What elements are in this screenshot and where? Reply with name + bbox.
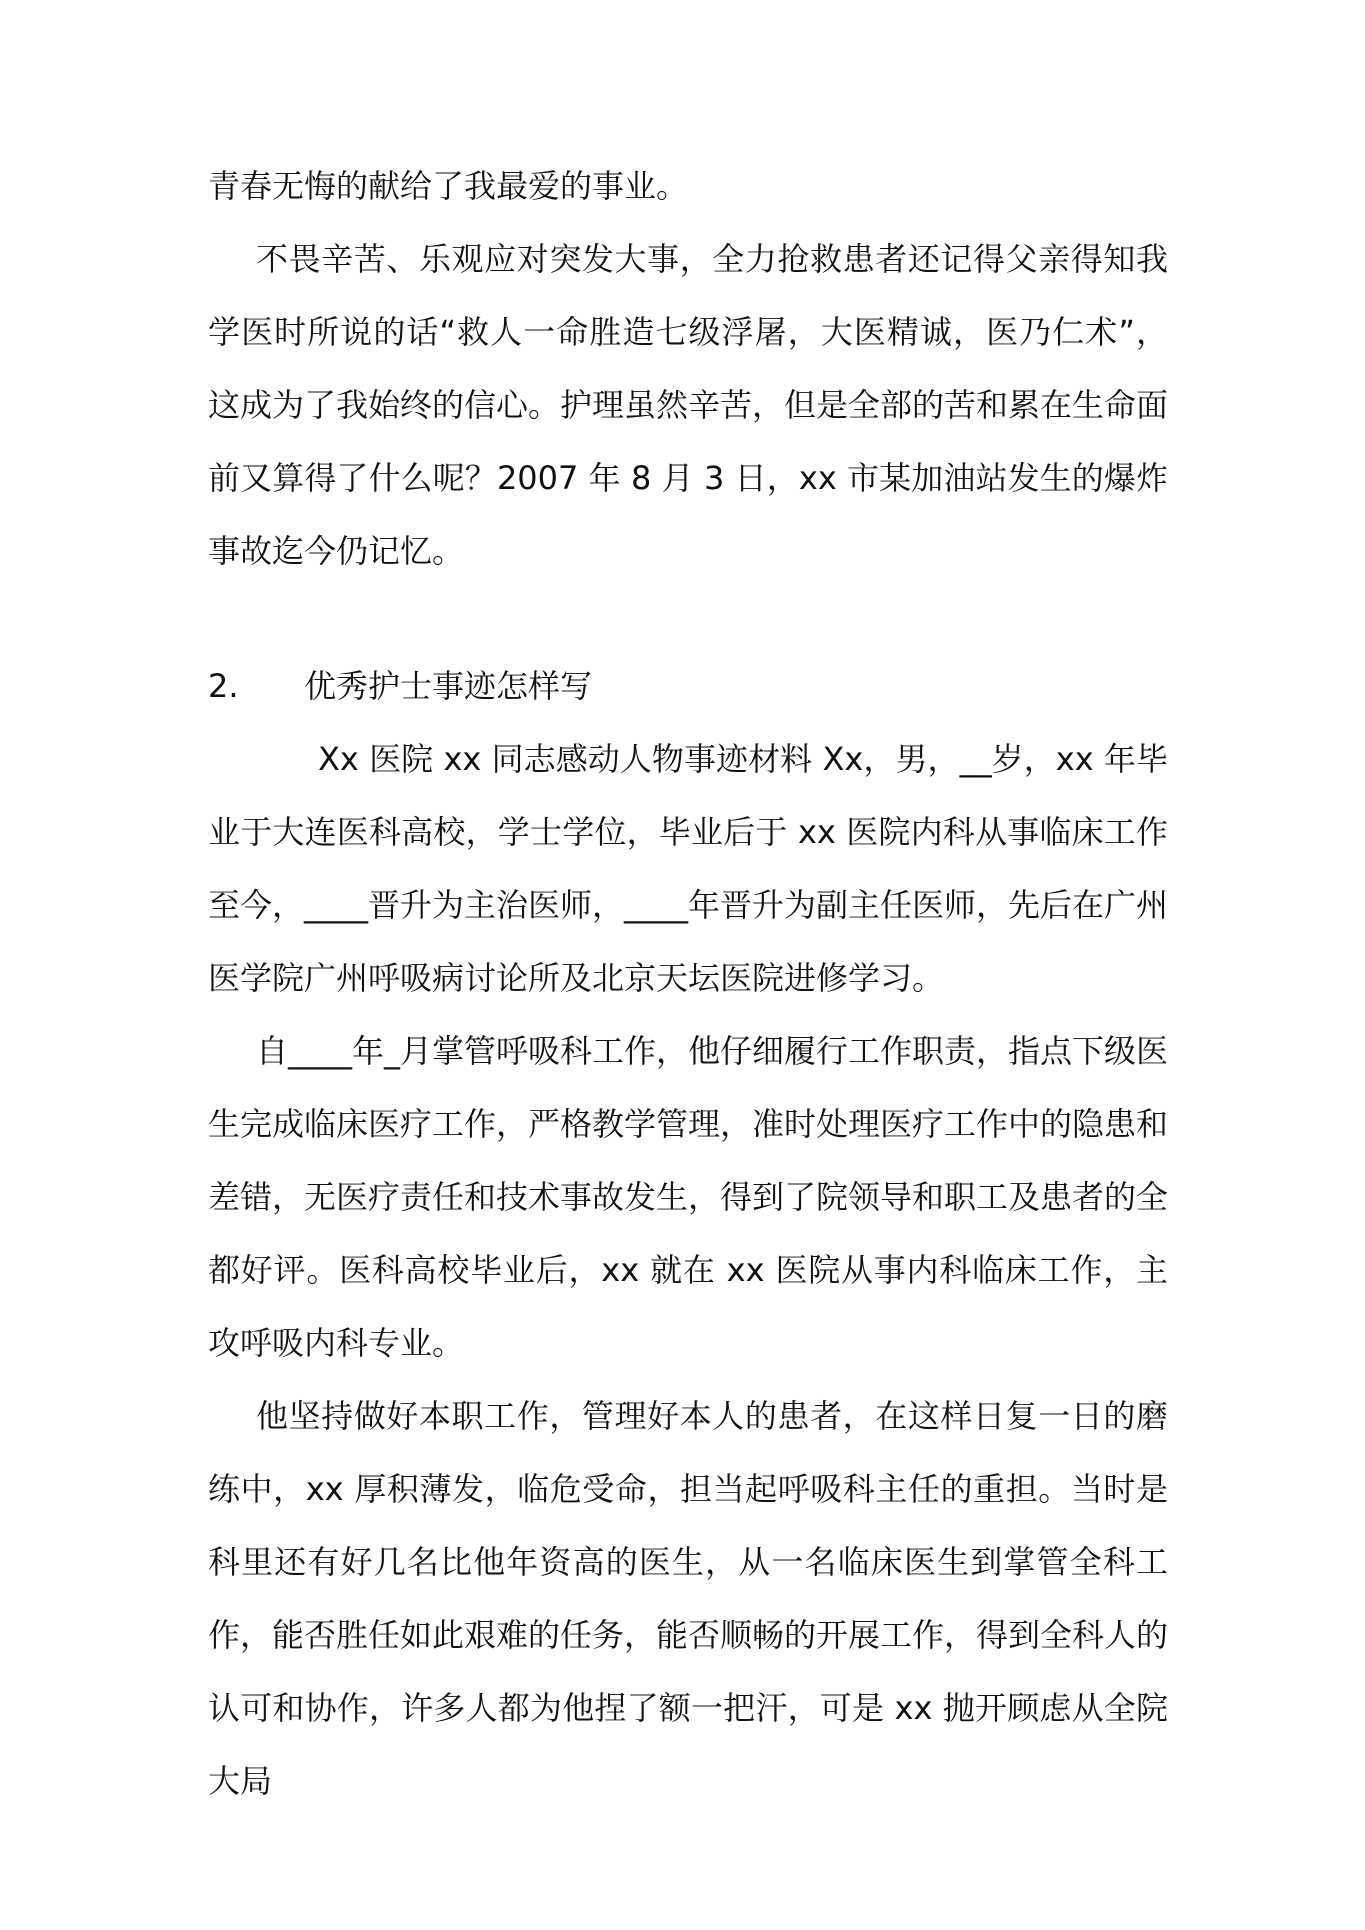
section-number: 2. [208,667,239,705]
paragraph-duties: 自____年_月掌管呼吸科工作，他仔细履行工作职责，指点下级医生完成临床医疗工作，严格教学管理，准时处理医疗工作中的隐患和差错，无医疗责任和技术事故发生，得到了院领导和职工及患者的全都好评。医科高校毕业后，xx 就在 xx 医院从事内科临床工作，主攻呼吸内科专业。 [208,1032,1169,1362]
paragraph-continuation: 青春无悔的献给了我最爱的事业。 [208,167,689,205]
paragraph-promotion: 他坚持做好本职工作，管理好本人的患者，在这样日复一日的磨练中，xx 厚积薄发，临危受命，担当起呼吸科主任的重担。当时是科里还有好几名比他年资高的医生，从一名临床医生到掌管全科工作，能否胜任如此艰难的任务，能否顺畅的开展工作，得到全科人的认可和协作，许多人都为他捏了额一把汗，可是 xx 抛开顾虑从全院大局 [208,1397,1169,1800]
paragraph-profile: Xx 医院 xx 同志感动人物事迹材料 Xx，男，__岁，xx 年毕业于大连医科高校，学士学位，毕业后于 xx 医院内科从事临床工作至今，____晋升为主治医师，____年晋升为副主任医师，先后在广州医学院广州呼吸病讨论所及北京天坛医院进修学习。 [208,740,1169,997]
section-spacer [208,588,1168,650]
paragraph-father-quote: 不畏辛苦、乐观应对突发大事，全力抢救患者还记得父亲得知我学医时所说的话“救人一命胜造七级浮屠，大医精诚，医乃仁术”，这成为了我始终的信心。护理虽然辛苦，但是全部的苦和累在生命面前又算得了什么呢？2007 年 8 月 3 日，xx 市某加油站发生的爆炸事故迄今仍记忆。 [208,240,1169,570]
section-title: 优秀护士事迹怎样写 [304,667,593,705]
document-body [208,150,1168,1818]
section-heading [208,650,1168,723]
